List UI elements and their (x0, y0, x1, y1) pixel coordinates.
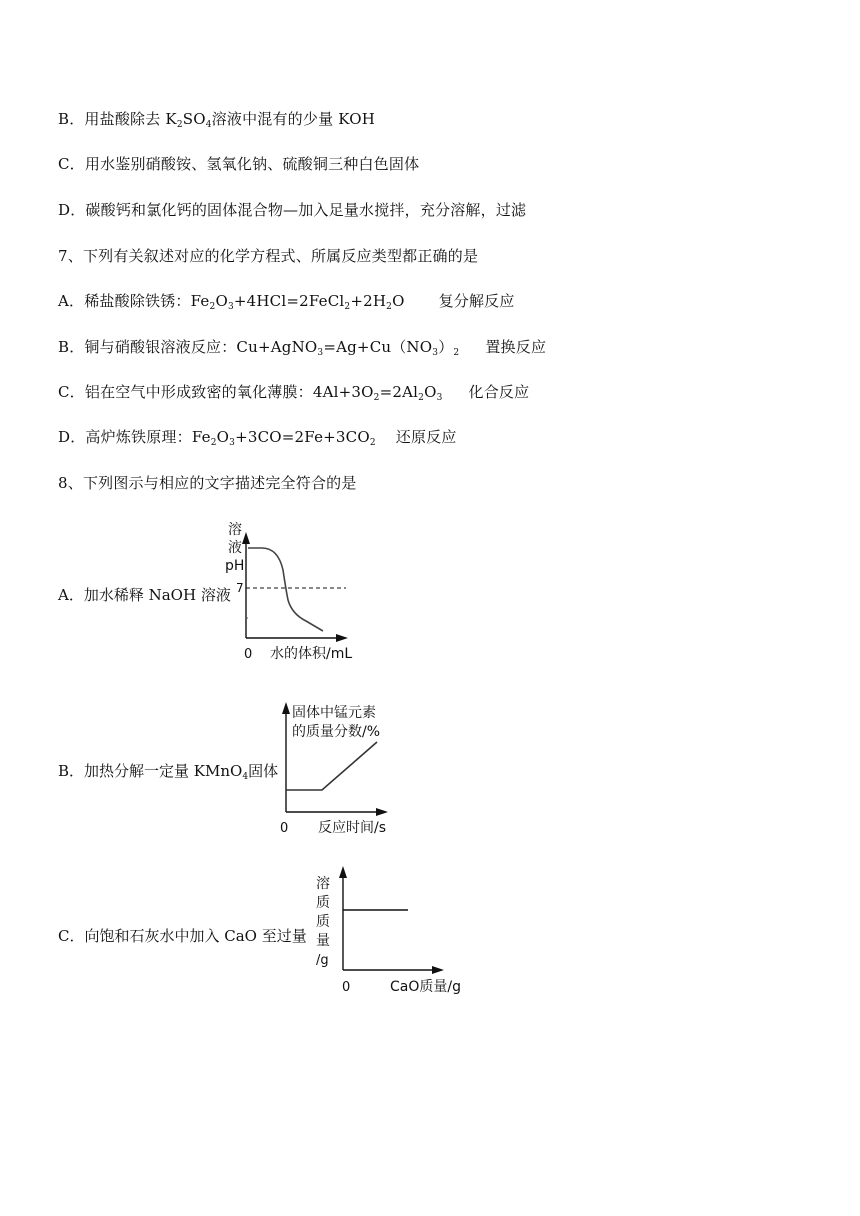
q8-option-b-label: B．加热分解一定量 KMnO$_4$固体 (58, 762, 279, 782)
graph-a (220, 518, 370, 663)
graph-b-xlabel: 反应时间/s (318, 820, 387, 836)
graph-a-origin: 0 (244, 647, 253, 662)
graph-c-ylabel-3: 质 (316, 914, 330, 930)
q7-option-c: C．铝在空气中形成致密的氧化薄膜：$4Al+3O_2=2Al_2O_3$ 化合反应 (58, 383, 530, 403)
reaction-type: 化合反应 (468, 383, 530, 401)
q6-option-c: C．用水鉴别硝酸铵、氢氧化钠、硫酸铜三种白色固体 (58, 155, 420, 173)
graph-a-curve (248, 548, 323, 631)
graph-b (272, 698, 402, 838)
q7-option-b: B．铜与硝酸银溶液反应：$Cu+AgNO_3=Ag+Cu(NO_3)_2$ 置换反应 (58, 338, 547, 358)
graph-c-xlabel: CaO质量/g (390, 979, 461, 995)
graph-b-x-arrow (376, 808, 388, 816)
graph-a-xlabel: 水的体积/mL (270, 646, 353, 662)
reaction-type: 还原反应 (395, 428, 457, 446)
graph-a-ylabel-2: 液 (228, 540, 242, 556)
graph-c-ylabel-4: 量 (316, 933, 330, 949)
graph-a-ylabel-3: pH (225, 558, 245, 574)
graph-b-ylabel-2: 的质量分数/% (292, 724, 381, 740)
reaction-type: 复分解反应 (438, 292, 515, 310)
graph-c-ylabel-1: 溶 (316, 876, 330, 892)
graph-a-tick-7: 7 (236, 581, 244, 595)
graph-b-y-arrow (282, 702, 290, 714)
graph-c-y-arrow (339, 866, 347, 878)
graph-a-y-arrow (242, 532, 250, 544)
graph-a-ylabel-1: 溶 (228, 522, 242, 538)
graph-c (312, 862, 472, 997)
q7-option-a: A．稀盐酸除铁锈：$Fe_2O_3+4HCl=2FeCl_2+2H_2O$ 复分解反应 (58, 292, 515, 312)
q7-option-d: D．高炉炼铁原理：$Fe_2O_3+3CO=2Fe+3CO_2$ 还原反应 (58, 428, 457, 448)
q7-stem: 7、下列有关叙述对应的化学方程式、所属反应类型都正确的是 (58, 247, 479, 265)
q8-option-a-label: A．加水稀释 NaOH 溶液 (58, 586, 231, 604)
reaction-type: 置换反应 (485, 338, 547, 356)
q6-option-b: B．用盐酸除去 $K_2SO_4$溶液中混有的少量 KOH (58, 110, 376, 130)
q6-option-d: D．碳酸钙和氯化钙的固体混合物—加入足量水搅拌，充分溶解，过滤 (58, 201, 527, 219)
graph-b-curve (286, 742, 377, 790)
graph-c-x-arrow (432, 966, 444, 974)
q8-stem: 8、下列图示与相应的文字描述完全符合的是 (58, 474, 357, 492)
q8-option-c-label: C．向饱和石灰水中加入 CaO 至过量 (58, 927, 307, 945)
graph-c-ylabel-2: 质 (316, 895, 330, 911)
graph-c-origin: 0 (342, 980, 351, 995)
graph-c-ylabel-5: /g (316, 953, 329, 968)
graph-b-ylabel-1: 固体中锰元素 (292, 705, 376, 721)
graph-b-origin: 0 (280, 821, 289, 836)
graph-a-x-arrow (336, 634, 348, 642)
